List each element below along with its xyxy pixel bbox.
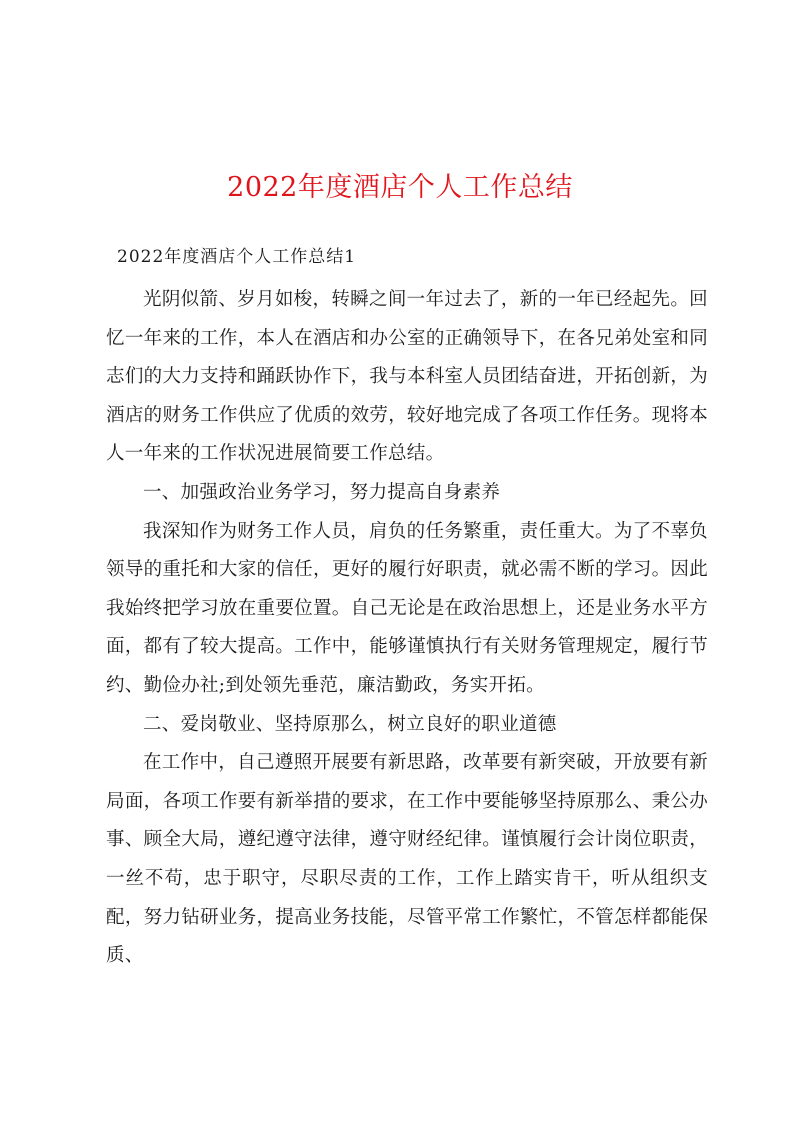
paragraph-study: 我深知作为财务工作人员，肩负的任务繁重，责任重大。为了不辜负领导的重托和大家的信任，更好的履行好职责，就必需不断的学习。因此我始终把学习放在重要位置。自己无论是在政治思想上，还是业务水平方面，都有了较大提高。工作中，能够谨慎执行有关财务管理规定，履行节约、勤俭办社;到处领先垂范，廉洁勤政，务实开拓。 xyxy=(106,520,708,696)
section-heading-2: 二、爱岗敬业、坚持原那么，树立良好的职业道德 xyxy=(143,713,557,735)
paragraph-ethics: 在工作中，自己遵照开展要有新思路，改革要有新突破，开放要有新局面，各项工作要有新举措的要求，在工作中要能够坚持原那么、秉公办事、顾全大局，遵纪遵守法律，遵守财经纪律。谨慎履行会计岗位职责，一丝不苟，忠于职守，尽职尽责的工作，工作上踏实肯干，听从组织支配，努力钻研业务，提高业务技能，尽管平常工作繁忙，不管怎样都能保质、 xyxy=(106,752,708,967)
document-title: 2022年度酒店个人工作总结 xyxy=(227,172,573,203)
section-heading-1: 一、加强政治业务学习，努力提高自身素养 xyxy=(143,481,501,503)
paragraph-intro: 光阴似箭、岁月如梭，转瞬之间一年过去了，新的一年已经起先。回忆一年来的工作，本人在酒店和办公室的正确领导下，在各兄弟处室和同志们的大力支持和踊跃协作下，我与本科室人员团结奋进，开拓创新，为酒店的财务工作供应了优质的效劳，较好地完成了各项工作任务。现将本人一年来的工作状况进展简要工作总结。 xyxy=(106,289,708,465)
document-body xyxy=(106,281,708,976)
section-subtitle: 2022年度酒店个人工作总结1 xyxy=(117,247,357,267)
